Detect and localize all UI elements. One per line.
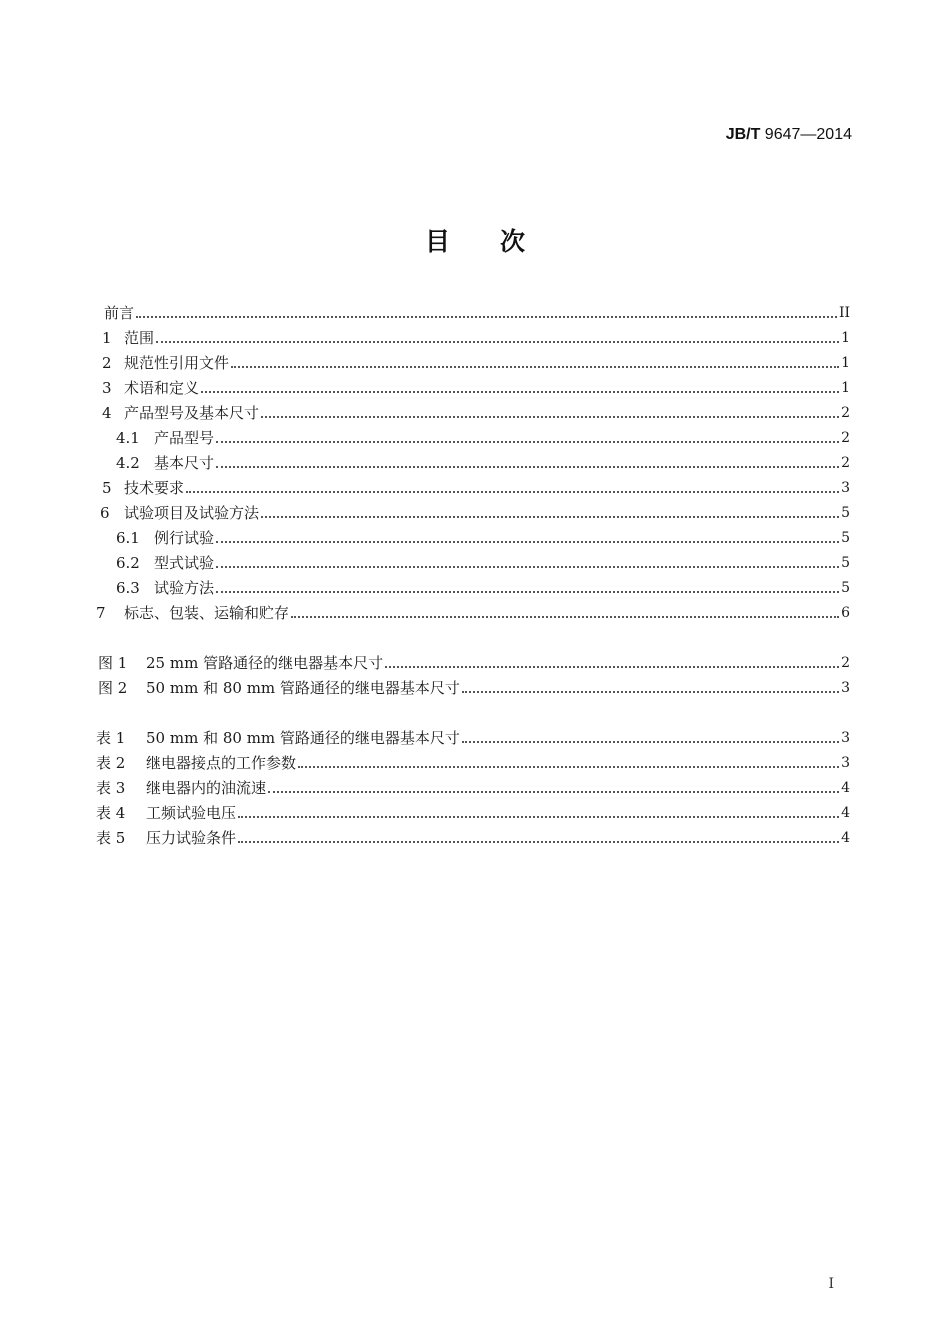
table-entry-number: 表 5 bbox=[96, 829, 126, 847]
toc-entry-page: 3 bbox=[841, 480, 850, 496]
table-entry-number: 表 4 bbox=[96, 804, 126, 822]
toc-entry[interactable] bbox=[96, 500, 850, 522]
dot-leader bbox=[216, 565, 839, 568]
dot-leader bbox=[216, 440, 839, 443]
toc-entry-label: 范围 bbox=[124, 329, 155, 347]
toc-entry[interactable] bbox=[96, 550, 850, 572]
toc-entry-number: 3 bbox=[102, 379, 112, 397]
toc-entry-page: 2 bbox=[841, 430, 850, 446]
dot-leader bbox=[156, 340, 839, 343]
toc-entry-label: 规范性引用文件 bbox=[124, 354, 230, 372]
toc-entry-number: 2 bbox=[102, 354, 112, 372]
toc-entry-label: 术语和定义 bbox=[124, 379, 200, 397]
table-entry[interactable] bbox=[96, 750, 850, 772]
toc-entry[interactable] bbox=[96, 450, 850, 472]
dot-leader bbox=[186, 490, 839, 493]
figure-entry-page: 2 bbox=[841, 655, 850, 671]
table-entry[interactable] bbox=[96, 800, 850, 822]
dot-leader bbox=[462, 740, 839, 743]
toc-entry-label: 试验方法 bbox=[154, 579, 215, 597]
toc-entry-label: 前言 bbox=[104, 304, 135, 322]
figure-entry[interactable] bbox=[96, 650, 850, 672]
table-entry-label: 继电器内的油流速 bbox=[146, 779, 267, 797]
toc-entry-page: 1 bbox=[841, 380, 850, 396]
toc-entry[interactable] bbox=[96, 575, 850, 597]
dot-leader bbox=[462, 690, 839, 693]
dot-leader bbox=[385, 665, 839, 668]
page-number: I bbox=[828, 1276, 834, 1292]
toc-entry-label: 型式试验 bbox=[154, 554, 215, 572]
toc-entry-number: 6.2 bbox=[116, 554, 140, 572]
toc-entry-number: 4.1 bbox=[116, 429, 140, 447]
figure-entry-label: 50 mm 和 80 mm 管路通径的继电器基本尺寸 bbox=[146, 679, 460, 697]
toc-entry-number: 6.1 bbox=[116, 529, 140, 547]
toc-entry-number: 4.2 bbox=[116, 454, 140, 472]
table-entry-label: 工频试验电压 bbox=[146, 804, 237, 822]
figure-entry-number: 图 2 bbox=[98, 679, 128, 697]
toc-entry-label: 例行试验 bbox=[154, 529, 215, 547]
table-entry[interactable] bbox=[96, 825, 850, 847]
toc-entry[interactable] bbox=[96, 475, 850, 497]
toc-entry-page: 5 bbox=[841, 530, 850, 546]
toc-entry-page: 5 bbox=[841, 505, 850, 521]
dot-leader bbox=[261, 415, 839, 418]
table-entry-page: 4 bbox=[841, 830, 850, 846]
dot-leader bbox=[261, 515, 839, 518]
toc-entry-number: 6 bbox=[100, 504, 110, 522]
dot-leader bbox=[201, 390, 839, 393]
toc-entry[interactable] bbox=[96, 400, 850, 422]
toc-entry-label: 试验项目及试验方法 bbox=[124, 504, 260, 522]
dot-leader bbox=[238, 840, 839, 843]
dot-leader bbox=[268, 790, 839, 793]
toc-entry[interactable] bbox=[96, 375, 850, 397]
figure-entry-label: 25 mm 管路通径的继电器基本尺寸 bbox=[146, 654, 384, 672]
toc-entry-label: 产品型号 bbox=[154, 429, 215, 447]
figure-entry-number: 图 1 bbox=[98, 654, 128, 672]
toc-entry-page: 2 bbox=[841, 455, 850, 471]
dot-leader bbox=[216, 540, 839, 543]
page-title: 目次 bbox=[424, 227, 575, 256]
toc-entry-page: 2 bbox=[841, 405, 850, 421]
dot-leader bbox=[291, 615, 839, 618]
toc-entry-number: 5 bbox=[102, 479, 112, 497]
toc-entry-label: 基本尺寸 bbox=[154, 454, 215, 472]
toc-entry-page: 5 bbox=[841, 555, 850, 571]
toc-entry-number: 1 bbox=[102, 329, 112, 347]
dot-leader bbox=[298, 765, 839, 768]
table-entry-label: 继电器接点的工作参数 bbox=[146, 754, 297, 772]
table-entry-label: 50 mm 和 80 mm 管路通径的继电器基本尺寸 bbox=[146, 729, 460, 747]
toc-entry-page: 1 bbox=[841, 330, 850, 346]
table-entry-number: 表 3 bbox=[96, 779, 126, 797]
toc-entry[interactable] bbox=[96, 325, 850, 347]
dot-leader bbox=[216, 590, 839, 593]
toc-entry[interactable] bbox=[96, 300, 850, 322]
document-code bbox=[726, 126, 852, 144]
dot-leader bbox=[238, 815, 839, 818]
toc-entry[interactable] bbox=[96, 600, 850, 622]
toc-entry-label: 技术要求 bbox=[124, 479, 185, 497]
toc-entry-page: 6 bbox=[841, 605, 850, 621]
table-entry-page: 3 bbox=[841, 730, 850, 746]
toc-entry-page: II bbox=[838, 305, 850, 321]
dot-leader bbox=[231, 365, 839, 368]
table-entry-number: 表 1 bbox=[96, 729, 126, 747]
figure-entry[interactable] bbox=[96, 675, 850, 697]
toc-entry-number: 7 bbox=[96, 604, 106, 622]
dot-leader bbox=[136, 315, 837, 318]
table-entry-number: 表 2 bbox=[96, 754, 126, 772]
table-entry-page: 4 bbox=[841, 780, 850, 796]
dot-leader bbox=[216, 465, 839, 468]
toc-entry-number: 6.3 bbox=[116, 579, 140, 597]
table-entry[interactable] bbox=[96, 725, 850, 747]
toc-entry-label: 标志、包装、运输和贮存 bbox=[124, 604, 290, 622]
toc-entry[interactable] bbox=[96, 525, 850, 547]
figure-entry-page: 3 bbox=[841, 680, 850, 696]
document-code-number: 9647—2014 bbox=[760, 126, 852, 143]
toc-entry-number: 4 bbox=[102, 404, 112, 422]
toc-entry[interactable] bbox=[96, 350, 850, 372]
toc-entry-page: 1 bbox=[841, 355, 850, 371]
toc-entry-page: 5 bbox=[841, 580, 850, 596]
table-entry-page: 3 bbox=[841, 755, 850, 771]
table-entry-page: 4 bbox=[841, 805, 850, 821]
table-entry[interactable] bbox=[96, 775, 850, 797]
document-code-prefix: JB/T bbox=[725, 126, 761, 143]
table-entry-label: 压力试验条件 bbox=[146, 829, 237, 847]
toc-entry-label: 产品型号及基本尺寸 bbox=[124, 404, 260, 422]
toc-entry[interactable] bbox=[96, 425, 850, 447]
